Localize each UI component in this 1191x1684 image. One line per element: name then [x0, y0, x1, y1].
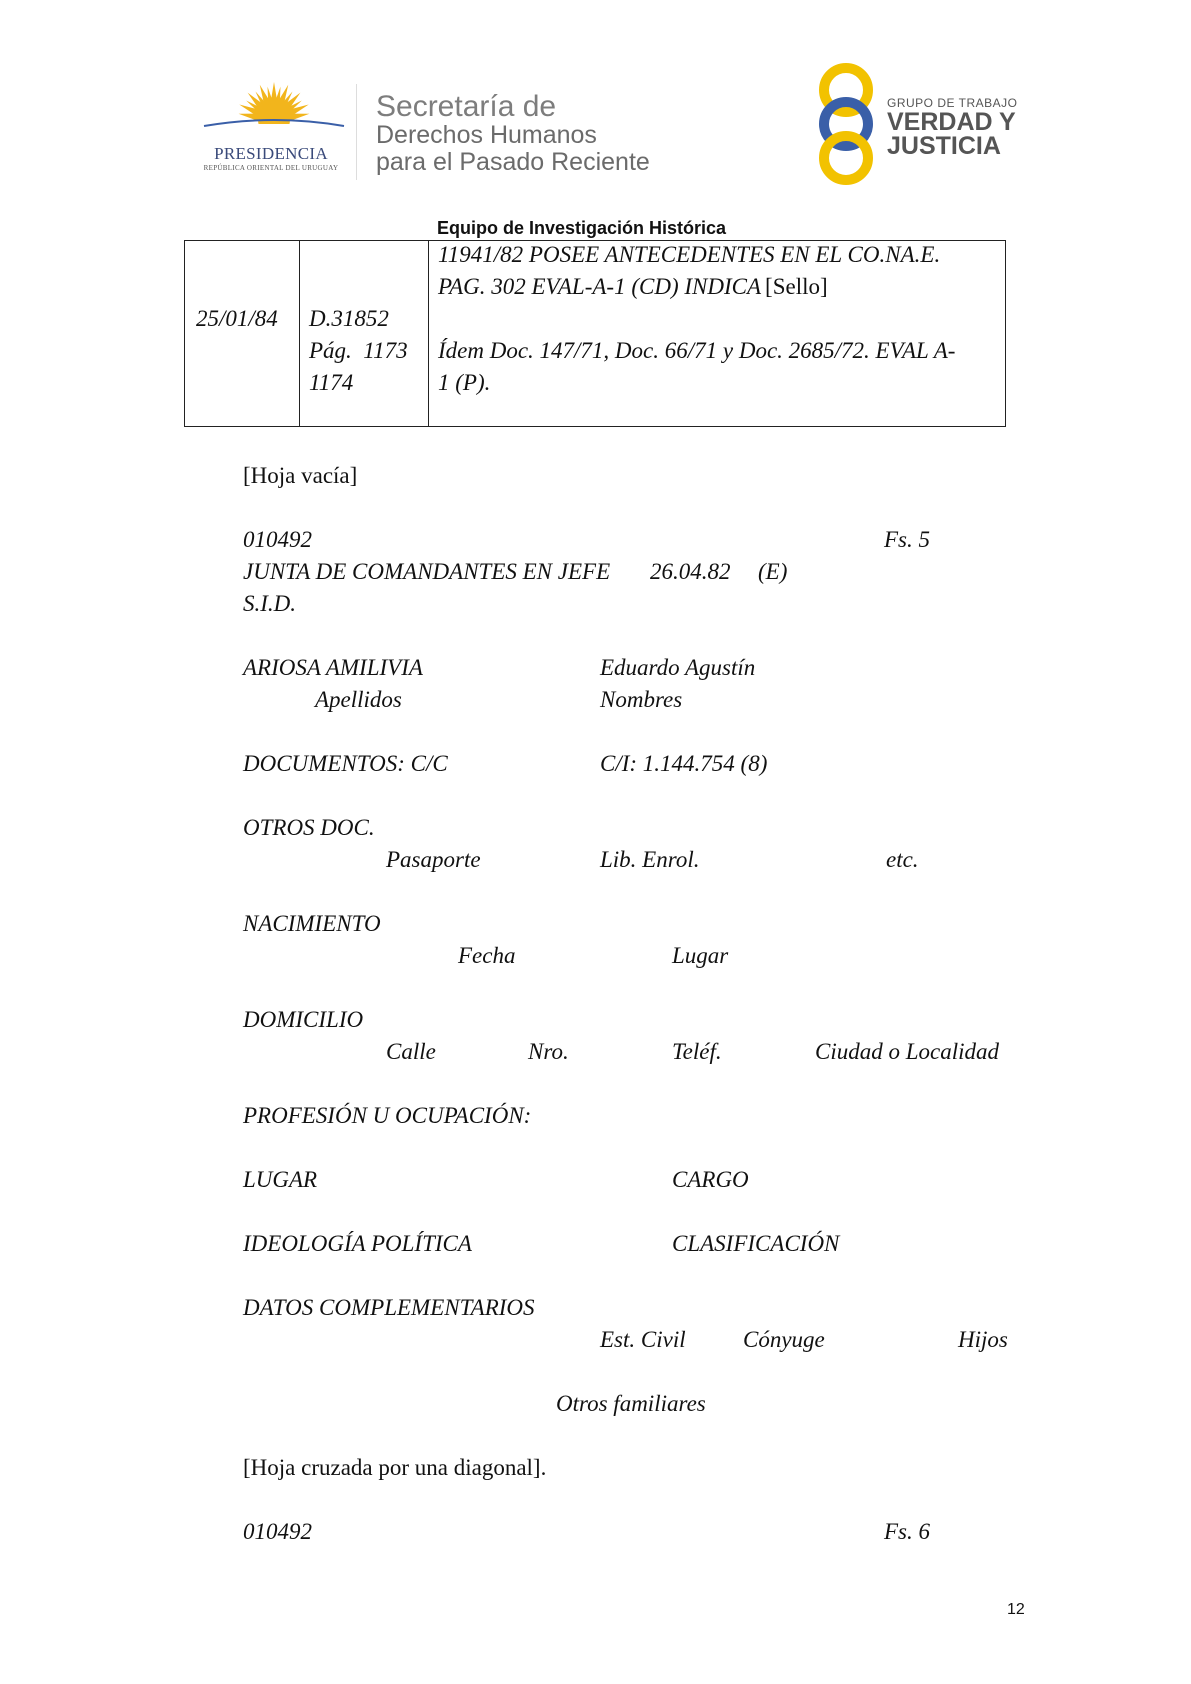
lugar-nacimiento-label: Lugar [672, 943, 729, 968]
nombres-label: Nombres [600, 687, 683, 712]
record-table [184, 240, 1006, 427]
table-divider-1 [299, 241, 300, 426]
nombres-value: Eduardo Agustín [600, 655, 756, 680]
datos-complementarios-label: DATOS COMPLEMENTARIOS [243, 1295, 535, 1320]
ideologia-label: IDEOLOGÍA POLÍTICA [243, 1231, 472, 1256]
table-top-text-1: 11941/82 POSEE ANTECEDENTES EN EL CO.NA.E. [438, 242, 941, 267]
conyuge-label: Cónyuge [743, 1327, 825, 1352]
presidencia-sub-label: REPÚBLICA ORIENTAL DEL URUGUAY [203, 164, 339, 172]
ciudad-label: Ciudad o Localidad [815, 1039, 1000, 1064]
folio-5: Fs. 5 [884, 527, 930, 552]
grupo-line-3: JUSTICIA [887, 132, 1001, 160]
table-divider-2 [428, 241, 429, 426]
table-doc-ref-2: Pág. 1173 [309, 338, 408, 363]
header-divider [356, 84, 357, 180]
table-content-1: Ídem Doc. 147/71, Doc. 66/71 y Doc. 2685/72. EVAL A- [438, 338, 956, 363]
table-top-text-sello: [Sello] [765, 274, 828, 299]
table-doc-ref-3: 1174 [309, 370, 354, 395]
clasificacion-label: CLASIFICACIÓN [672, 1231, 840, 1256]
profesion-label: PROFESIÓN U OCUPACIÓN: [243, 1103, 532, 1128]
table-content-2: 1 (P). [438, 370, 491, 395]
est-civil-label: Est. Civil [600, 1327, 686, 1352]
domicilio-label: DOMICILIO [243, 1007, 364, 1032]
junta-date: 26.04.82 [650, 559, 731, 584]
otros-doc-label: OTROS DOC. [243, 815, 375, 840]
telef-label: Teléf. [672, 1039, 722, 1064]
grupo-line-2: VERDAD Y [887, 108, 1016, 136]
nacimiento-label: NACIMIENTO [243, 911, 381, 936]
calle-label: Calle [386, 1039, 436, 1064]
fecha-label: Fecha [458, 943, 516, 968]
table-top-text-2-italic: PAG. 302 EVAL-A-1 (CD) INDICA [438, 274, 762, 299]
junta-e: (E) [758, 559, 788, 584]
folio-6: Fs. 6 [884, 1519, 930, 1544]
hoja-cruzada: [Hoja cruzada por una diagonal]. [243, 1455, 547, 1480]
etc-label: etc. [886, 847, 919, 872]
record-code-2: 010492 [243, 1519, 312, 1544]
table-top-text-2 [438, 274, 828, 300]
nro-label: Nro. [528, 1039, 569, 1064]
hijos-label: Hijos [958, 1327, 1008, 1352]
grupo-line-1: GRUPO DE TRABAJO [887, 96, 1018, 110]
documentos-label: DOCUMENTOS: C/C [243, 751, 448, 776]
table-doc-ref-1: D.31852 [309, 306, 389, 331]
secretaria-line-3: para el Pasado Reciente [376, 148, 650, 176]
hoja-vacia: [Hoja vacía] [243, 463, 358, 488]
secretaria-line-1: Secretaría de [376, 90, 557, 123]
lib-enrol-label: Lib. Enrol. [600, 847, 700, 872]
team-title: Equipo de Investigación Histórica [437, 218, 727, 238]
apellidos-label: Apellidos [315, 687, 402, 712]
otros-familiares-label: Otros familiares [556, 1391, 706, 1416]
ci-value: C/I: 1.144.754 (8) [600, 751, 768, 776]
record-code-1: 010492 [243, 527, 312, 552]
page-number: 12 [1007, 1601, 1025, 1618]
presidencia-label: PRESIDENCIA [214, 144, 328, 163]
junta-label: JUNTA DE COMANDANTES EN JEFE [243, 559, 611, 584]
cargo-label: CARGO [672, 1167, 749, 1192]
presidencia-sun-logo [196, 80, 346, 150]
table-date: 25/01/84 [196, 306, 278, 331]
lugar-label: LUGAR [243, 1167, 318, 1192]
pasaporte-label: Pasaporte [386, 847, 481, 872]
verdad-justicia-rings-logo [810, 62, 882, 186]
secretaria-line-2: Derechos Humanos [376, 121, 597, 149]
apellidos-value: ARIOSA AMILIVIA [243, 655, 423, 680]
sid-label: S.I.D. [243, 591, 297, 616]
